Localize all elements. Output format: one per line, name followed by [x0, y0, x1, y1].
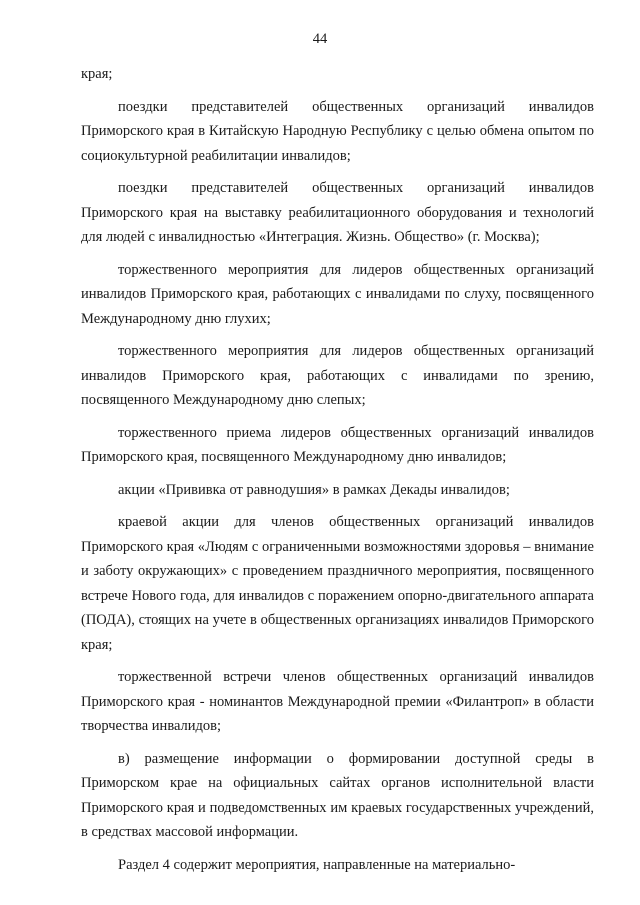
- paragraph-philanthropist-award: торжественной встречи членов общественных организаций инвалидов Приморского края - номинантов Международной премии «Филантроп» в области творчества инвалидов;: [81, 669, 594, 734]
- paragraph-continuation: края;: [81, 66, 113, 82]
- paragraph-blind-day-event: торжественного мероприятия для лидеров общественных организаций инвалидов Приморского края, работающих с инвалидами по зрению, посвященного Международному дню слепых;: [81, 343, 594, 408]
- paragraph-trip-moscow-exhibition: поездки представителей общественных организаций инвалидов Приморского края на выставку реабилитационного оборудования и технологий для людей с инвалидностью «Интеграция. Жизнь. Общество» (г. Москва);: [81, 180, 594, 245]
- paragraph-new-year-campaign: краевой акции для членов общественных организаций инвалидов Приморского края «Людям с ограниченными возможностями здоровья – внимание и заботу окружающих» с проведением праздничного мероприятия, посвященного встрече Нового года, для инвалидов с поражением опорно-двигательного аппарата (ПОДА), стоящих на учете в общественных организациях инвалидов Приморского края;: [81, 514, 594, 653]
- paragraph-accessible-environment-info: в) размещение информации о формировании доступной среды в Приморском крае на официальных сайтах органов исполнительной власти Приморского края и подведомственных им краевых государственных учреждений, в средствах массовой информации.: [81, 750, 594, 840]
- paragraph-section-4: Раздел 4 содержит мероприятия, направленные на материально-: [118, 856, 516, 873]
- paragraph-disability-day-reception: торжественного приема лидеров общественных организаций инвалидов Приморского края, посвященного Международному дню инвалидов;: [81, 424, 594, 465]
- paragraph-indifference-campaign: акции «Прививка от равнодушия» в рамках Декады инвалидов;: [118, 481, 510, 498]
- page-number: 44: [312, 31, 328, 47]
- document-body: [81, 62, 594, 885]
- paragraph-trip-china: поездки представителей общественных организаций инвалидов Приморского края в Китайскую Народную Республику с целью обмена опытом по социокультурной реабилитации инвалидов;: [81, 98, 594, 164]
- paragraph-deaf-day-event: торжественного мероприятия для лидеров общественных организаций инвалидов Приморского края, работающих с инвалидами по слуху, посвященного Международному дню глухих;: [81, 261, 594, 327]
